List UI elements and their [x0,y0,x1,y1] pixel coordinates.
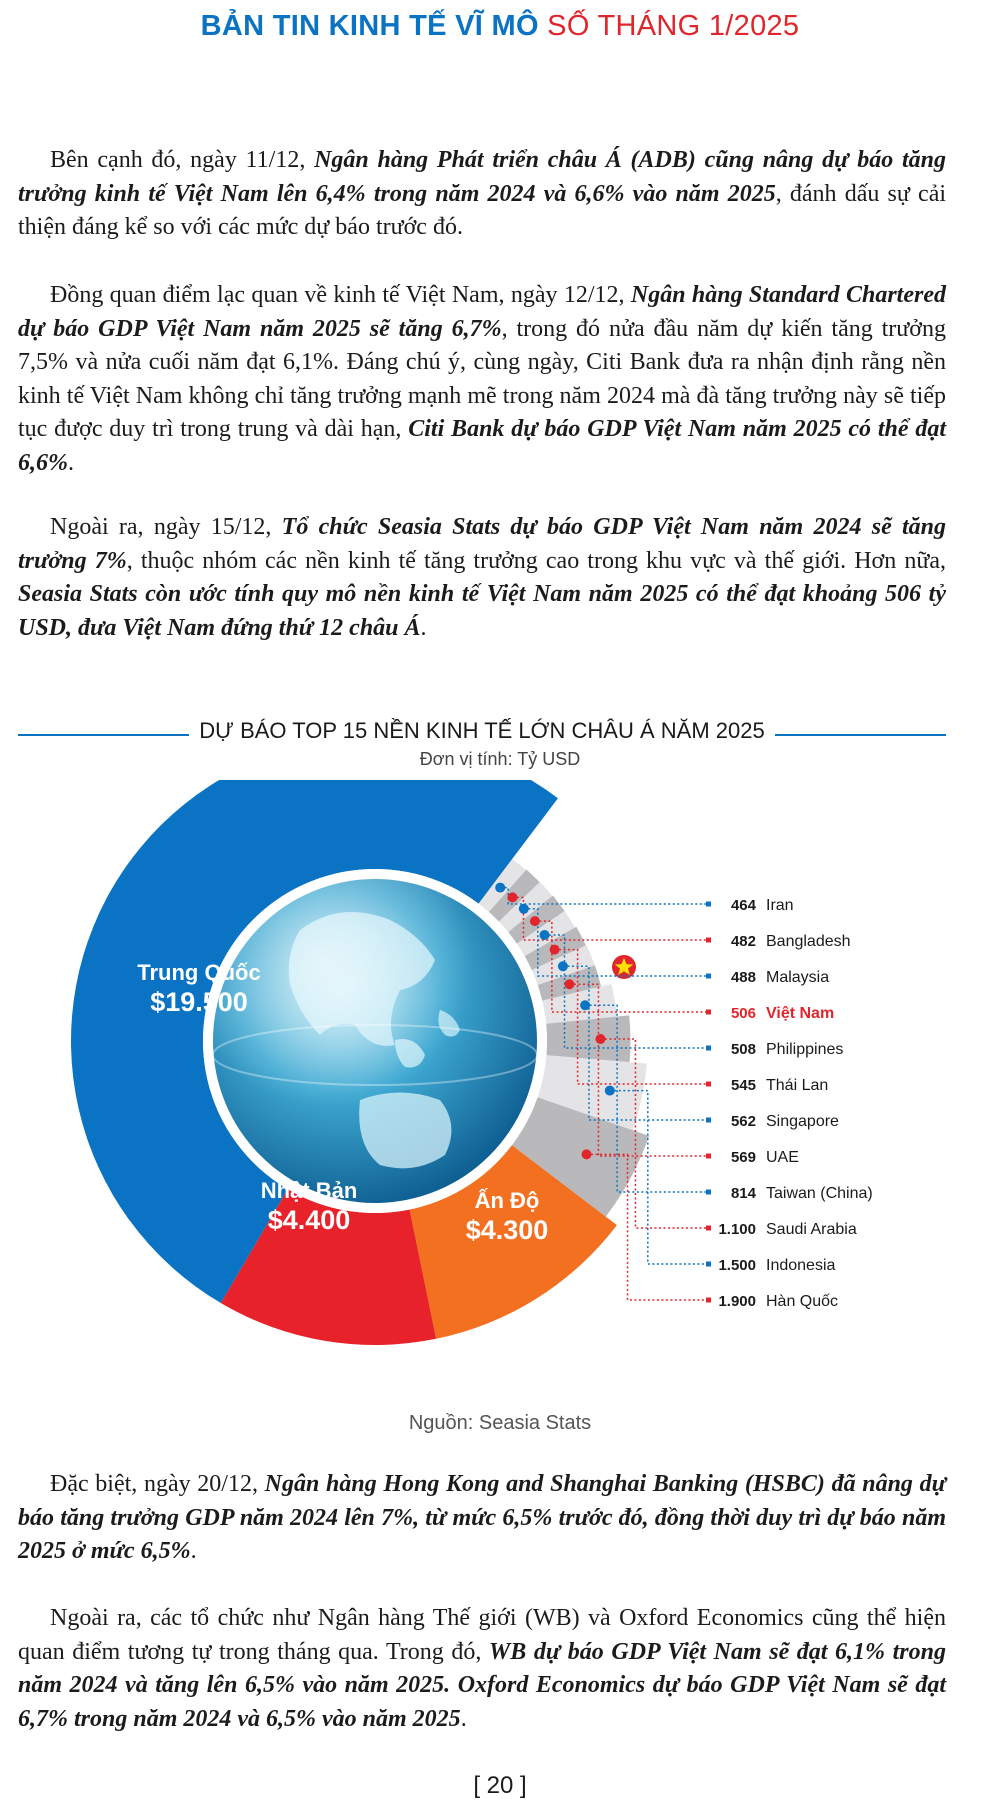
leader-end [706,1154,711,1159]
slice-name-label: Trung Quốc [137,960,261,985]
economy-name-label: Saudi Arabia [766,1221,857,1238]
text-run: Tổ chức Seasia Stats dự báo GDP Việt Nam năm 2024 sẽ tăng trưởng 7% [18,514,946,574]
leader-dot [564,979,574,989]
text-run: Ngoài ra, ngày 15/12, [50,514,282,540]
economy-value-label: 545 [730,1077,756,1094]
text-run: Đồng quan điểm lạc quan về kinh tế Việt Nam, ngày 12/12, [50,282,631,308]
economy-value-label: 508 [730,1041,756,1058]
economy-name-label: Malaysia [766,969,830,986]
header-title-blue: BẢN TIN KINH TẾ VĨ MÔ [200,10,539,42]
chart-title-block [18,710,946,750]
economy-name-label: UAE [766,1149,799,1166]
paragraph-3 [18,511,946,645]
leader-dot [595,1034,605,1044]
economy-name-label: Iran [766,897,794,914]
text-run: Ngân hàng Standard Chartered dự báo GDP Việt Nam năm 2025 sẽ tăng 6,7% [18,282,946,342]
economy-value-label: 482 [730,933,756,950]
economy-value-label: 1.500 [718,1257,756,1274]
economy-name-label: Singapore [766,1113,839,1130]
economy-value-label: 488 [730,969,756,986]
economy-name-label: Việt Nam [766,1005,835,1022]
chart-title: DỰ BÁO TOP 15 NỀN KINH TẾ LỚN CHÂU Á NĂM 2025 [189,718,774,743]
text-run: . [420,614,427,641]
economy-value-label: 562 [730,1113,756,1130]
text-run: Đặc biệt, ngày 20/12, [50,1471,265,1497]
leader-end [706,1298,711,1303]
leader-dot [519,904,529,914]
economy-value-label: 1.100 [718,1221,756,1238]
chart-source: Nguồn: Seasia Stats [408,1412,592,1434]
leader-end [706,1082,711,1087]
text-run: Ngân hàng Phát triển châu Á (ADB) cũng nâng dự báo tăng trưởng kinh tế Việt Nam lên 6,4% trong năm 2024 và 6,6% vào năm 2025 [18,147,946,207]
text-run: Ngoài ra, các tổ chức như Ngân hàng Thế giới (WB) và Oxford Economics cũng thể hiện quan điểm tương tự trong tháng qua. Trong đó, [18,1605,946,1665]
top15-economies-chart [0,780,1000,1410]
economy-name-label: Hàn Quốc [766,1293,839,1310]
economy-value-label: 1.900 [718,1293,756,1310]
leader-end [706,1118,711,1123]
economy-value-label: 569 [730,1149,756,1166]
globe-illustration [203,869,547,1213]
paragraph-5 [18,1602,946,1736]
economy-name-label: Indonesia [766,1257,836,1274]
header-title-red: SỐ THÁNG 1/2025 [547,10,800,42]
leader-dot [540,930,550,940]
economy-name-label: Taiwan (China) [766,1185,873,1202]
leader-end [706,1226,711,1231]
leader-end [706,1046,711,1051]
paragraph-1 [18,144,946,245]
text-run: , đánh dấu sự cải thiện đáng kể so với các mức dự báo trước đó. [18,180,947,240]
text-run: Bên cạnh đó, ngày 11/12, [50,147,315,173]
text-run: Citi Bank dự báo GDP Việt Nam năm 2025 có thể đạt 6,6% [18,416,946,476]
leader-dot [605,1086,615,1096]
leader-end [706,1010,711,1015]
economy-value-label: 464 [730,897,756,914]
leader-dot [495,883,505,893]
leader-dot [507,892,517,902]
leader-end [706,974,711,979]
leader-dot [582,1149,592,1159]
economy-value-label: 506 [730,1005,756,1022]
slice-name-label: Ấn Độ [474,1188,540,1213]
economy-value-label: 814 [730,1185,756,1202]
text-run: . [68,449,74,476]
page-header [0,10,1000,43]
page-number: [ 20 ] [473,1772,527,1799]
leader-end [706,1190,711,1195]
paragraph-2 [18,279,946,480]
text-run: , trong đó nửa đầu năm dự kiến tăng trưởng 7,5% và nửa cuối năm đạt 6,1%. Đáng chú ý, cùng ngày, Citi Bank đưa ra nhận định rằng nền kinh tế Việt Nam không chỉ tăng trưởng mạnh mẽ trong năm 2024 mà đà tăng trưởng này sẽ tiếp tục được duy trì trong trung và dài hạn, [18,315,946,442]
slice-name-label: Nhật Bản [260,1178,358,1203]
economy-name-label: Philippines [766,1041,844,1058]
slice-value-label: $4.300 [465,1215,549,1245]
leader-end [706,1262,711,1267]
leader-dot [550,945,560,955]
leader-end [706,938,711,943]
text-run: . [460,1705,467,1732]
leader-dot [580,1000,590,1010]
economy-name-label: Bangladesh [766,933,851,950]
text-run: , thuộc nhóm các nền kinh tế tăng trưởng cao trong khu vực và thế giới. Hơn nữa, [126,547,947,574]
leader-dot [558,961,568,971]
text-run: . [190,1538,197,1564]
text-run: Seasia Stats còn ước tính quy mô nền kinh tế Việt Nam năm 2025 có thể đạt khoảng 506 tỷ USD, đưa Việt Nam đứng thứ 12 châu Á [18,581,946,641]
text-run: WB dự báo GDP Việt Nam sẽ đạt 6,1% trong năm 2024 và tăng lên 6,5% vào năm 2025. Oxford Economics dự báo GDP Việt Nam sẽ đạt 6,7% trong năm 2024 và 6,5% vào năm 2025 [18,1638,946,1732]
economy-name-label: Thái Lan [766,1077,829,1094]
leader-dot [530,916,540,926]
slice-value-label: $4.400 [267,1205,351,1235]
chart-unit: Đơn vị tính: Tỷ USD [419,749,581,769]
leader-end [706,902,711,907]
slice-value-label: $19.500 [150,987,248,1017]
paragraph-4 [18,1468,946,1569]
text-run: Ngân hàng Hong Kong and Shanghai Banking (HSBC) đã nâng dự báo tăng trưởng GDP năm 2024 lên 7%, từ mức 6,5% trước đó, đồng thời duy trì dự báo năm 2025 ở mức 6,5% [18,1471,946,1564]
